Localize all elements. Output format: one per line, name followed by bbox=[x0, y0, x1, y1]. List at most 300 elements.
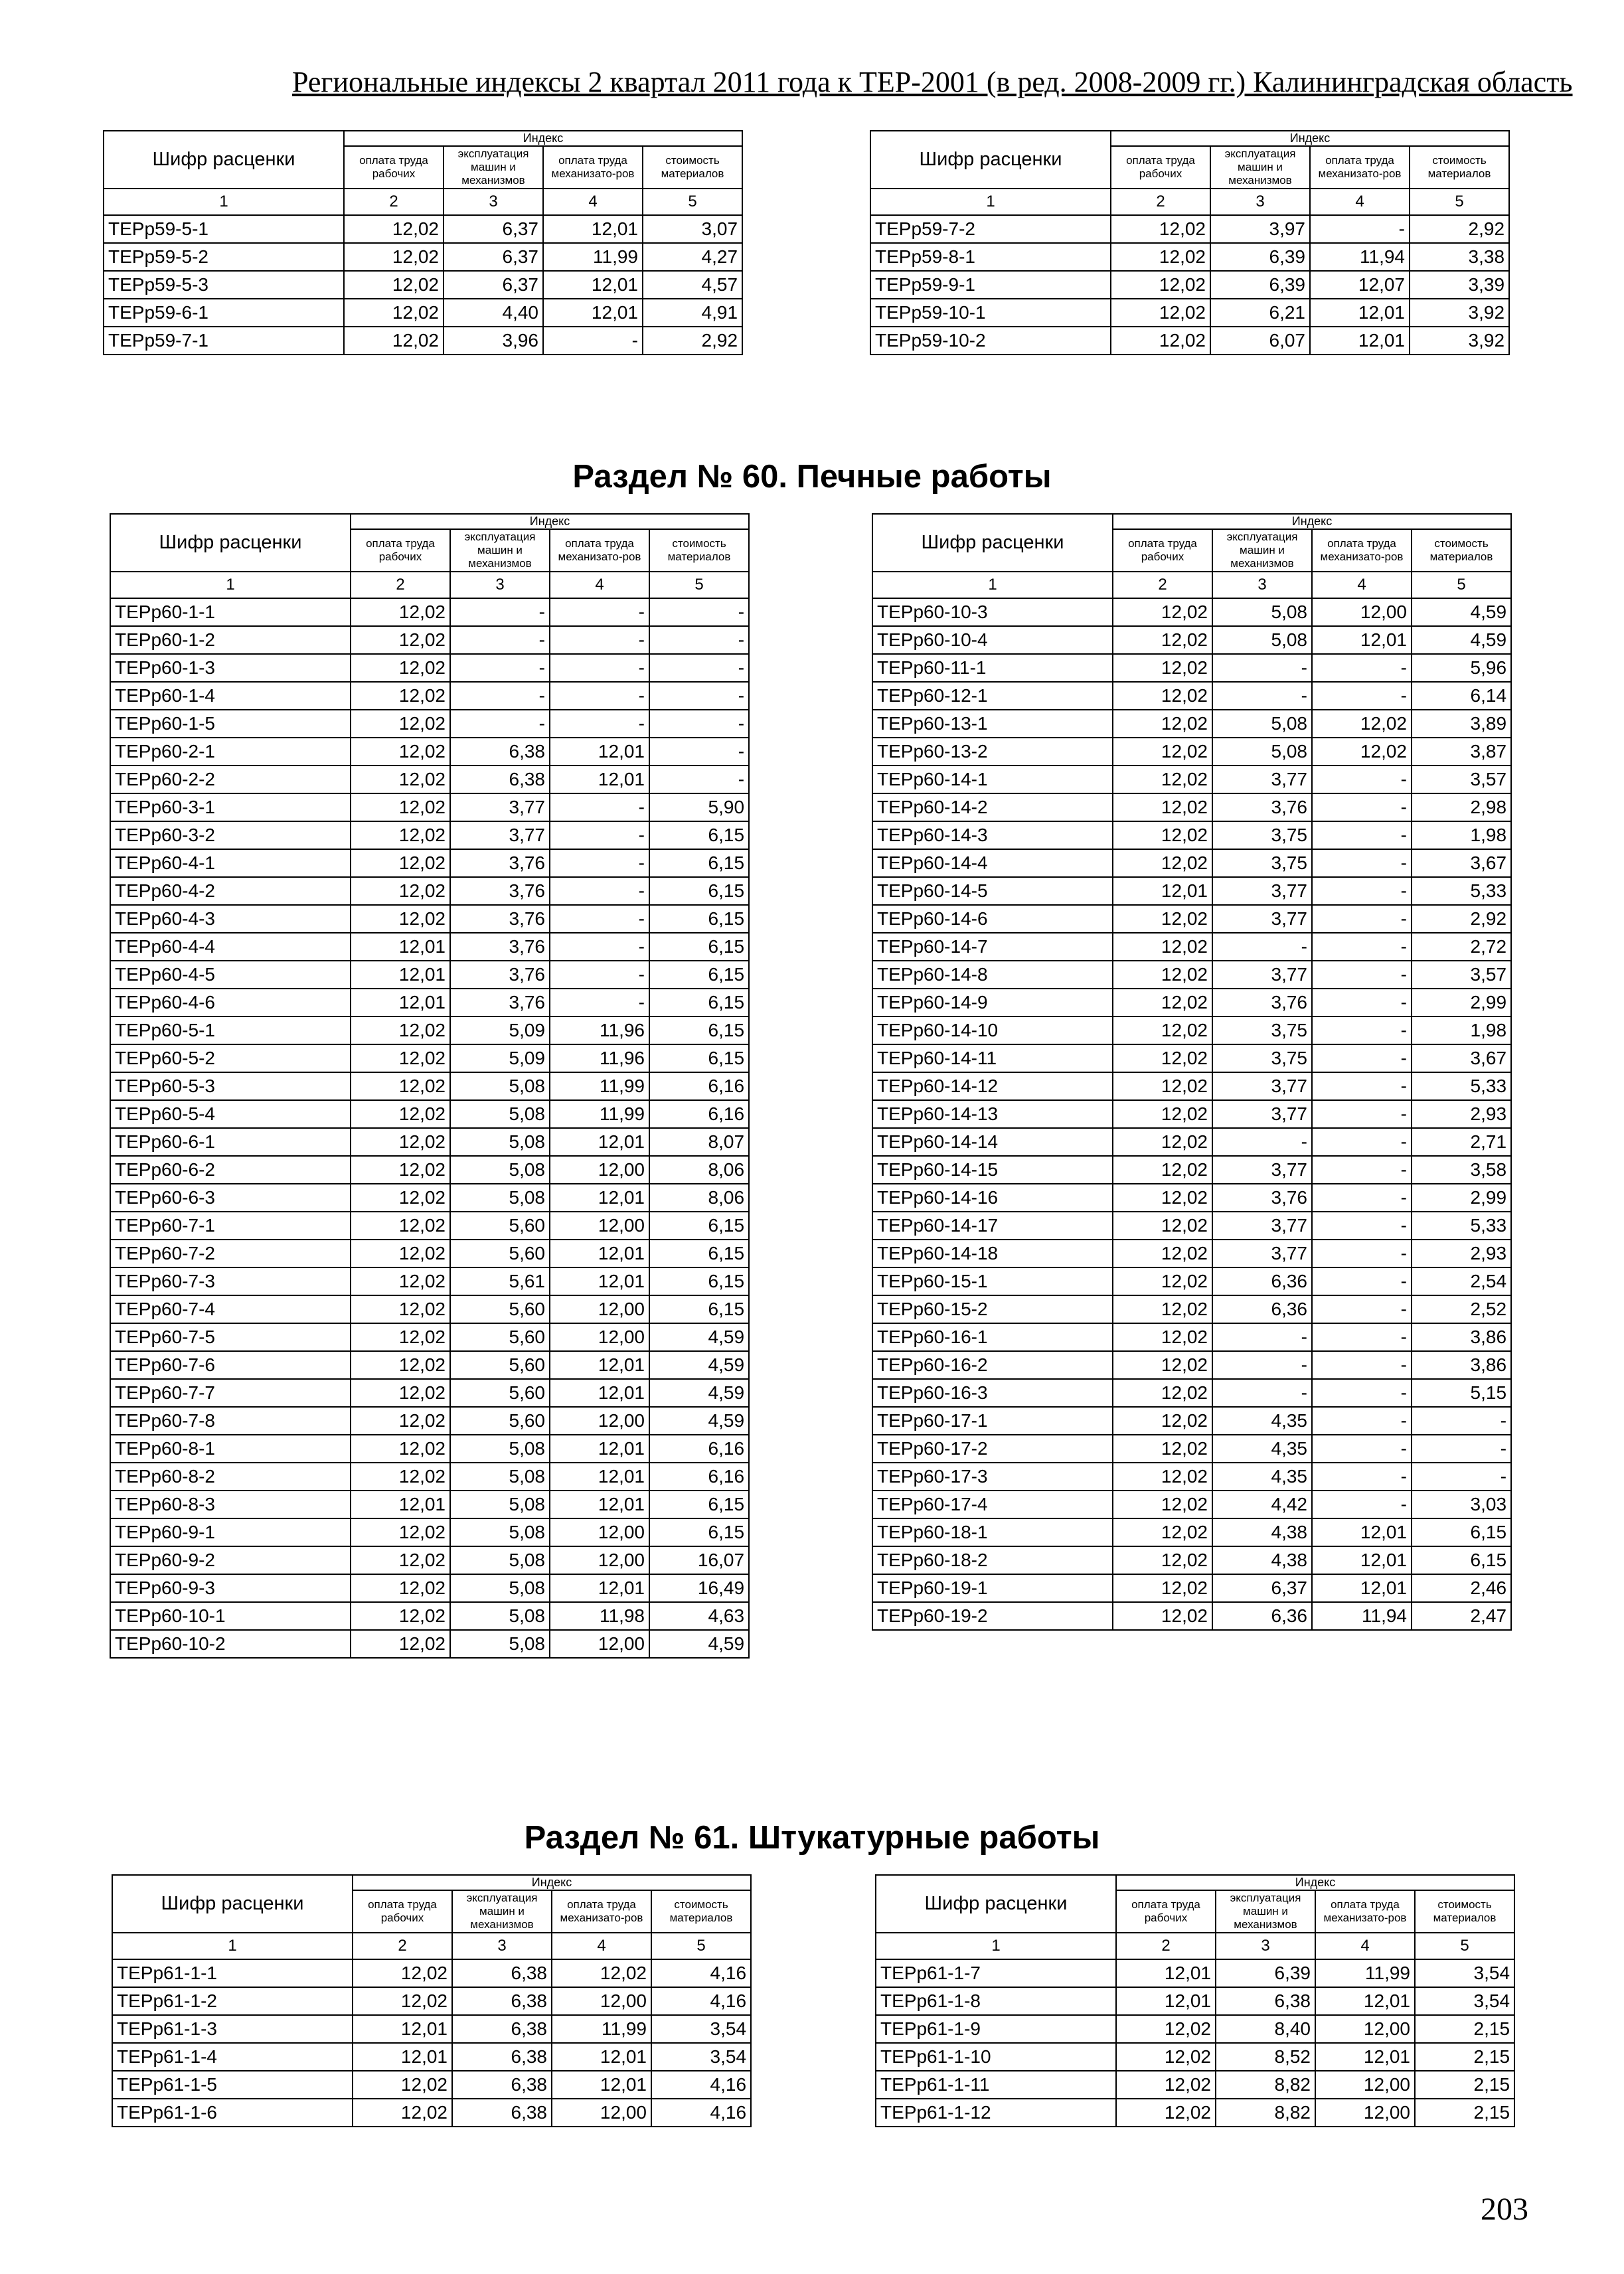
index-value-cell: 5,61 bbox=[450, 1267, 550, 1295]
index-value-cell: 4,63 bbox=[649, 1602, 749, 1630]
index-value-cell: 6,36 bbox=[1212, 1295, 1312, 1323]
table-row bbox=[872, 1323, 1511, 1351]
col-number: 5 bbox=[649, 572, 749, 598]
index-value-cell: 5,08 bbox=[450, 1128, 550, 1156]
index-value-cell: 12,02 bbox=[351, 1295, 450, 1323]
index-value-cell: - bbox=[1312, 849, 1412, 877]
table-row bbox=[110, 738, 749, 766]
col-number: 4 bbox=[1315, 1933, 1415, 1959]
table-row bbox=[110, 710, 749, 738]
index-value-cell: 12,02 bbox=[1113, 1546, 1212, 1574]
index-value-cell: 4,57 bbox=[643, 271, 742, 299]
index-value-cell: 5,15 bbox=[1412, 1379, 1511, 1407]
table-row bbox=[872, 1602, 1511, 1630]
index-value-cell: 3,77 bbox=[1212, 1240, 1312, 1267]
index-value-cell: 2,15 bbox=[1415, 2043, 1514, 2071]
col-number: 3 bbox=[1216, 1933, 1315, 1959]
index-value-cell: 2,72 bbox=[1412, 933, 1511, 961]
rate-code-cell: ТЕРр60-5-3 bbox=[110, 1072, 351, 1100]
rate-code-cell: ТЕРр59-6-1 bbox=[104, 299, 344, 327]
index-value-cell: 12,01 bbox=[1310, 299, 1410, 327]
index-value-cell: 5,60 bbox=[450, 1295, 550, 1323]
index-value-cell: 12,02 bbox=[351, 1546, 450, 1574]
col-header-c4: оплата труда механизато-ров bbox=[550, 529, 649, 572]
table-row bbox=[872, 598, 1511, 626]
col-number: 1 bbox=[110, 572, 351, 598]
rate-code-cell: ТЕРр60-1-1 bbox=[110, 598, 351, 626]
index-value-cell: 6,37 bbox=[444, 215, 543, 243]
index-value-cell: - bbox=[1312, 877, 1412, 905]
table-row bbox=[872, 961, 1511, 989]
index-value-cell: 12,02 bbox=[1113, 1267, 1212, 1295]
table-row bbox=[876, 2099, 1514, 2127]
table-row bbox=[872, 1044, 1511, 1072]
table-row bbox=[110, 1574, 749, 1602]
table-row bbox=[872, 626, 1511, 654]
index-value-cell: 5,60 bbox=[450, 1379, 550, 1407]
col-header-shifr: Шифр расценки bbox=[870, 131, 1111, 189]
index-value-cell: 3,57 bbox=[1412, 766, 1511, 793]
index-value-cell: 5,60 bbox=[450, 1407, 550, 1435]
index-value-cell: - bbox=[1312, 1100, 1412, 1128]
index-value-cell: 12,02 bbox=[1116, 2015, 1216, 2043]
index-value-cell: 6,38 bbox=[452, 1987, 552, 2015]
rates-table-61-right bbox=[875, 1874, 1515, 2127]
index-value-cell: 12,02 bbox=[1111, 215, 1210, 243]
index-value-cell: 12,02 bbox=[344, 243, 444, 271]
index-value-cell: - bbox=[1312, 1128, 1412, 1156]
index-value-cell: 12,02 bbox=[353, 2071, 452, 2099]
index-value-cell: 5,08 bbox=[450, 1435, 550, 1463]
rate-code-cell: ТЕРр60-1-2 bbox=[110, 626, 351, 654]
col-number: 4 bbox=[550, 572, 649, 598]
index-value-cell: 12,02 bbox=[351, 1044, 450, 1072]
rate-code-cell: ТЕРр60-14-11 bbox=[872, 1044, 1113, 1072]
index-value-cell: 5,08 bbox=[450, 1463, 550, 1491]
table-row bbox=[112, 2099, 751, 2127]
rate-code-cell: ТЕРр61-1-9 bbox=[876, 2015, 1116, 2043]
table-row bbox=[872, 849, 1511, 877]
rate-code-cell: ТЕРр59-9-1 bbox=[870, 271, 1111, 299]
index-value-cell: 6,07 bbox=[1210, 327, 1310, 355]
index-value-cell: - bbox=[1312, 1491, 1412, 1518]
col-number: 2 bbox=[353, 1933, 452, 1959]
index-value-cell: 4,35 bbox=[1212, 1435, 1312, 1463]
index-value-cell: 3,07 bbox=[643, 215, 742, 243]
index-value-cell: 12,02 bbox=[1113, 1295, 1212, 1323]
index-value-cell: 2,92 bbox=[1410, 215, 1509, 243]
rate-code-cell: ТЕРр60-9-1 bbox=[110, 1518, 351, 1546]
col-header-c2: оплата труда рабочих bbox=[353, 1890, 452, 1933]
index-value-cell: 12,02 bbox=[1113, 961, 1212, 989]
index-value-cell: 6,15 bbox=[1412, 1546, 1511, 1574]
index-value-cell: 5,60 bbox=[450, 1240, 550, 1267]
index-value-cell: 5,33 bbox=[1412, 877, 1511, 905]
index-value-cell: - bbox=[550, 626, 649, 654]
index-value-cell: 12,02 bbox=[1113, 793, 1212, 821]
index-value-cell: - bbox=[1312, 1016, 1412, 1044]
col-header-index: Индекс bbox=[1113, 514, 1511, 529]
index-value-cell: 6,38 bbox=[450, 738, 550, 766]
index-value-cell: 12,02 bbox=[1113, 849, 1212, 877]
index-value-cell: 6,14 bbox=[1412, 682, 1511, 710]
rate-code-cell: ТЕРр60-14-1 bbox=[872, 766, 1113, 793]
index-value-cell: 12,02 bbox=[351, 877, 450, 905]
index-value-cell: 6,15 bbox=[649, 1491, 749, 1518]
index-value-cell: - bbox=[450, 598, 550, 626]
table-row bbox=[870, 299, 1509, 327]
index-value-cell: 6,15 bbox=[649, 877, 749, 905]
index-value-cell: - bbox=[1312, 682, 1412, 710]
col-header-shifr: Шифр расценки bbox=[112, 1875, 353, 1933]
index-value-cell: 12,02 bbox=[1113, 1463, 1212, 1491]
table-row bbox=[112, 1987, 751, 2015]
index-value-cell: 12,02 bbox=[351, 1184, 450, 1212]
index-value-cell: 2,99 bbox=[1412, 989, 1511, 1016]
rate-code-cell: ТЕРр61-1-6 bbox=[112, 2099, 353, 2127]
index-value-cell: - bbox=[1312, 1323, 1412, 1351]
table-row bbox=[872, 1407, 1511, 1435]
table-row bbox=[872, 1128, 1511, 1156]
index-value-cell: 2,99 bbox=[1412, 1184, 1511, 1212]
index-value-cell: - bbox=[1212, 1128, 1312, 1156]
col-number: 2 bbox=[1113, 572, 1212, 598]
col-number: 1 bbox=[870, 189, 1111, 215]
index-value-cell: 2,93 bbox=[1412, 1240, 1511, 1267]
rate-code-cell: ТЕРр60-10-4 bbox=[872, 626, 1113, 654]
rate-code-cell: ТЕРр60-4-4 bbox=[110, 933, 351, 961]
rate-code-cell: ТЕРр60-16-1 bbox=[872, 1323, 1113, 1351]
index-value-cell: 12,02 bbox=[351, 738, 450, 766]
table-row bbox=[872, 877, 1511, 905]
index-value-cell: 12,01 bbox=[550, 1184, 649, 1212]
index-value-cell: - bbox=[543, 327, 643, 355]
col-header-index: Индекс bbox=[1116, 1875, 1514, 1890]
col-number: 1 bbox=[112, 1933, 353, 1959]
index-value-cell: - bbox=[1212, 682, 1312, 710]
index-value-cell: 2,92 bbox=[643, 327, 742, 355]
col-number: 5 bbox=[643, 189, 742, 215]
index-value-cell: 16,49 bbox=[649, 1574, 749, 1602]
index-value-cell: 6,37 bbox=[444, 271, 543, 299]
rate-code-cell: ТЕРр60-6-3 bbox=[110, 1184, 351, 1212]
table-row bbox=[110, 1407, 749, 1435]
index-value-cell: 3,76 bbox=[450, 849, 550, 877]
index-value-cell: - bbox=[550, 654, 649, 682]
index-value-cell: 12,00 bbox=[550, 1212, 649, 1240]
index-value-cell: 6,15 bbox=[649, 849, 749, 877]
table-row bbox=[104, 271, 742, 299]
index-value-cell: 5,08 bbox=[450, 1072, 550, 1100]
index-value-cell: - bbox=[550, 598, 649, 626]
index-value-cell: 5,08 bbox=[450, 1630, 550, 1658]
index-value-cell: 12,02 bbox=[351, 1463, 450, 1491]
index-value-cell: 3,77 bbox=[1212, 766, 1312, 793]
col-header-c3: эксплуатация машин и механизмов bbox=[1216, 1890, 1315, 1933]
index-value-cell: 12,02 bbox=[351, 1574, 450, 1602]
index-value-cell: 12,02 bbox=[1113, 1351, 1212, 1379]
rate-code-cell: ТЕРр61-1-4 bbox=[112, 2043, 353, 2071]
index-value-cell: - bbox=[1312, 766, 1412, 793]
rate-code-cell: ТЕРр60-17-4 bbox=[872, 1491, 1113, 1518]
index-value-cell: 12,02 bbox=[353, 2099, 452, 2127]
index-value-cell: 12,07 bbox=[1310, 271, 1410, 299]
rate-code-cell: ТЕРр60-4-1 bbox=[110, 849, 351, 877]
table-row bbox=[110, 1379, 749, 1407]
index-value-cell: 12,02 bbox=[344, 215, 444, 243]
index-value-cell: 6,38 bbox=[452, 2071, 552, 2099]
index-value-cell: 12,02 bbox=[351, 654, 450, 682]
index-value-cell: 12,01 bbox=[550, 1379, 649, 1407]
index-value-cell: 6,39 bbox=[1210, 271, 1310, 299]
index-value-cell: 4,59 bbox=[649, 1323, 749, 1351]
index-value-cell: 12,02 bbox=[1116, 2099, 1216, 2127]
col-header-c5: стоимость материалов bbox=[1410, 146, 1509, 189]
table-row bbox=[110, 1016, 749, 1044]
table-row bbox=[112, 1959, 751, 1987]
index-value-cell: 3,92 bbox=[1410, 299, 1509, 327]
col-number: 3 bbox=[444, 189, 543, 215]
index-value-cell: 5,60 bbox=[450, 1212, 550, 1240]
rate-code-cell: ТЕРр60-6-1 bbox=[110, 1128, 351, 1156]
index-value-cell: 6,15 bbox=[649, 1267, 749, 1295]
rate-code-cell: ТЕРр60-1-3 bbox=[110, 654, 351, 682]
index-value-cell: 6,16 bbox=[649, 1463, 749, 1491]
index-value-cell: 12,02 bbox=[351, 1323, 450, 1351]
index-value-cell: 4,38 bbox=[1212, 1546, 1312, 1574]
index-value-cell: 3,77 bbox=[1212, 1100, 1312, 1128]
index-value-cell: - bbox=[550, 905, 649, 933]
page-header: Региональные индексы 2 квартал 2011 года к ТЕР-2001 (в ред. 2008-2009 гг.) Калининградская область bbox=[292, 66, 1573, 98]
index-value-cell: - bbox=[550, 989, 649, 1016]
rate-code-cell: ТЕРр59-10-2 bbox=[870, 327, 1111, 355]
index-value-cell: 3,76 bbox=[1212, 989, 1312, 1016]
index-value-cell: - bbox=[450, 654, 550, 682]
rate-code-cell: ТЕРр60-13-1 bbox=[872, 710, 1113, 738]
index-value-cell: 12,02 bbox=[1113, 710, 1212, 738]
table-row bbox=[872, 1156, 1511, 1184]
index-value-cell: 12,02 bbox=[1111, 299, 1210, 327]
index-value-cell: 12,00 bbox=[1315, 2099, 1415, 2127]
table-row bbox=[110, 682, 749, 710]
table-row bbox=[110, 1184, 749, 1212]
rate-code-cell: ТЕРр60-2-1 bbox=[110, 738, 351, 766]
rate-code-cell: ТЕРр60-14-15 bbox=[872, 1156, 1113, 1184]
table-row bbox=[870, 243, 1509, 271]
index-value-cell: 12,02 bbox=[1113, 1156, 1212, 1184]
index-value-cell: 3,77 bbox=[1212, 1072, 1312, 1100]
index-value-cell: 12,02 bbox=[351, 1072, 450, 1100]
index-value-cell: - bbox=[649, 738, 749, 766]
index-value-cell: 2,54 bbox=[1412, 1267, 1511, 1295]
rate-code-cell: ТЕРр60-17-1 bbox=[872, 1407, 1113, 1435]
table-row bbox=[872, 821, 1511, 849]
index-value-cell: 2,52 bbox=[1412, 1295, 1511, 1323]
table-row bbox=[872, 1491, 1511, 1518]
index-value-cell: 12,01 bbox=[552, 2071, 651, 2099]
index-value-cell: 3,76 bbox=[450, 877, 550, 905]
col-header-c5: стоимость материалов bbox=[651, 1890, 751, 1933]
col-header-c2: оплата труда рабочих bbox=[1116, 1890, 1216, 1933]
index-value-cell: 12,02 bbox=[1113, 1072, 1212, 1100]
index-value-cell: 5,33 bbox=[1412, 1212, 1511, 1240]
index-value-cell: 12,02 bbox=[351, 821, 450, 849]
index-value-cell: 5,08 bbox=[1212, 598, 1312, 626]
rate-code-cell: ТЕРр60-8-1 bbox=[110, 1435, 351, 1463]
index-value-cell: 2,93 bbox=[1412, 1100, 1511, 1128]
index-value-cell: 11,99 bbox=[1315, 1959, 1415, 1987]
table-row bbox=[870, 327, 1509, 355]
index-value-cell: 12,00 bbox=[550, 1546, 649, 1574]
index-value-cell: - bbox=[1212, 1351, 1312, 1379]
index-value-cell: 5,08 bbox=[450, 1546, 550, 1574]
index-value-cell: 12,01 bbox=[1113, 877, 1212, 905]
table-row bbox=[872, 1435, 1511, 1463]
rate-code-cell: ТЕРр60-10-3 bbox=[872, 598, 1113, 626]
index-value-cell: 5,08 bbox=[1212, 710, 1312, 738]
rate-code-cell: ТЕРр60-12-1 bbox=[872, 682, 1113, 710]
rate-code-cell: ТЕРр60-13-2 bbox=[872, 738, 1113, 766]
table-row bbox=[110, 654, 749, 682]
index-value-cell: 3,03 bbox=[1412, 1491, 1511, 1518]
rate-code-cell: ТЕРр60-14-17 bbox=[872, 1212, 1113, 1240]
index-value-cell: 8,82 bbox=[1216, 2071, 1315, 2099]
index-value-cell: - bbox=[1312, 1212, 1412, 1240]
rate-code-cell: ТЕРр60-4-3 bbox=[110, 905, 351, 933]
col-header-c2: оплата труда рабочих bbox=[351, 529, 450, 572]
index-value-cell: - bbox=[649, 598, 749, 626]
table-row bbox=[872, 905, 1511, 933]
index-value-cell: 3,76 bbox=[1212, 1184, 1312, 1212]
index-value-cell: 6,15 bbox=[649, 989, 749, 1016]
table-row bbox=[876, 2043, 1514, 2071]
index-value-cell: 12,01 bbox=[1116, 1987, 1216, 2015]
rate-code-cell: ТЕРр60-6-2 bbox=[110, 1156, 351, 1184]
index-value-cell: 6,15 bbox=[649, 1044, 749, 1072]
index-value-cell: 12,02 bbox=[351, 766, 450, 793]
index-value-cell: 3,75 bbox=[1212, 1016, 1312, 1044]
rate-code-cell: ТЕРр60-14-16 bbox=[872, 1184, 1113, 1212]
index-value-cell: 12,01 bbox=[552, 2043, 651, 2071]
col-number: 2 bbox=[1111, 189, 1210, 215]
table-row bbox=[872, 654, 1511, 682]
table-row bbox=[110, 1491, 749, 1518]
index-value-cell: 12,02 bbox=[351, 682, 450, 710]
table-row bbox=[110, 1602, 749, 1630]
index-value-cell: - bbox=[649, 682, 749, 710]
index-value-cell: 3,77 bbox=[450, 793, 550, 821]
rate-code-cell: ТЕРр60-18-2 bbox=[872, 1546, 1113, 1574]
index-value-cell: 3,57 bbox=[1412, 961, 1511, 989]
col-header-c2: оплата труда рабочих bbox=[344, 146, 444, 189]
index-value-cell: 12,02 bbox=[351, 1212, 450, 1240]
index-value-cell: - bbox=[550, 682, 649, 710]
index-value-cell: 12,01 bbox=[351, 989, 450, 1016]
index-value-cell: - bbox=[649, 626, 749, 654]
index-value-cell: 12,02 bbox=[1113, 1491, 1212, 1518]
rates-table-60-right bbox=[872, 513, 1512, 1631]
table-row bbox=[110, 1267, 749, 1295]
index-value-cell: 11,99 bbox=[543, 243, 643, 271]
rate-code-cell: ТЕРр60-14-18 bbox=[872, 1240, 1113, 1267]
index-value-cell: 12,02 bbox=[1113, 1044, 1212, 1072]
index-value-cell: 4,40 bbox=[444, 299, 543, 327]
rate-code-cell: ТЕРр61-1-11 bbox=[876, 2071, 1116, 2099]
table-row bbox=[112, 2071, 751, 2099]
index-value-cell: 12,02 bbox=[1113, 738, 1212, 766]
index-value-cell: - bbox=[550, 933, 649, 961]
index-value-cell: - bbox=[1312, 961, 1412, 989]
index-value-cell: 12,02 bbox=[351, 1100, 450, 1128]
index-value-cell: 5,08 bbox=[450, 1491, 550, 1518]
index-value-cell: 12,02 bbox=[351, 849, 450, 877]
index-value-cell: 6,37 bbox=[1212, 1574, 1312, 1602]
index-value-cell: 3,67 bbox=[1412, 1044, 1511, 1072]
index-value-cell: 8,82 bbox=[1216, 2099, 1315, 2127]
index-value-cell: 12,02 bbox=[1113, 1184, 1212, 1212]
table-row bbox=[112, 2043, 751, 2071]
rates-table-59-right bbox=[870, 130, 1510, 355]
index-value-cell: 1,98 bbox=[1412, 821, 1511, 849]
rate-code-cell: ТЕРр60-14-8 bbox=[872, 961, 1113, 989]
index-value-cell: 12,01 bbox=[1312, 626, 1412, 654]
index-value-cell: 12,01 bbox=[550, 1463, 649, 1491]
index-value-cell: 3,76 bbox=[450, 989, 550, 1016]
col-number: 3 bbox=[450, 572, 550, 598]
index-value-cell: - bbox=[1412, 1435, 1511, 1463]
col-header-index: Индекс bbox=[344, 131, 742, 146]
index-value-cell: 2,46 bbox=[1412, 1574, 1511, 1602]
index-value-cell: 12,02 bbox=[351, 1267, 450, 1295]
col-header-shifr: Шифр расценки bbox=[876, 1875, 1116, 1933]
rate-code-cell: ТЕРр60-4-6 bbox=[110, 989, 351, 1016]
table-row bbox=[110, 626, 749, 654]
index-value-cell: 3,54 bbox=[1415, 1987, 1514, 2015]
table-row bbox=[872, 1016, 1511, 1044]
index-value-cell: 12,01 bbox=[550, 1351, 649, 1379]
index-value-cell: 8,52 bbox=[1216, 2043, 1315, 2071]
index-value-cell: 12,01 bbox=[1312, 1546, 1412, 1574]
table-row bbox=[876, 1959, 1514, 1987]
index-value-cell: 12,01 bbox=[351, 961, 450, 989]
index-value-cell: - bbox=[450, 626, 550, 654]
index-value-cell: - bbox=[649, 654, 749, 682]
col-number: 5 bbox=[1415, 1933, 1514, 1959]
index-value-cell: 2,15 bbox=[1415, 2071, 1514, 2099]
table-row bbox=[870, 215, 1509, 243]
index-value-cell: 12,02 bbox=[1113, 1518, 1212, 1546]
col-header-c3: эксплуатация машин и механизмов bbox=[1210, 146, 1310, 189]
index-value-cell: 12,01 bbox=[550, 1128, 649, 1156]
index-value-cell: 3,75 bbox=[1212, 821, 1312, 849]
index-value-cell: 12,01 bbox=[550, 1491, 649, 1518]
index-value-cell: 12,01 bbox=[550, 1240, 649, 1267]
index-value-cell: 4,59 bbox=[1412, 598, 1511, 626]
col-number: 1 bbox=[876, 1933, 1116, 1959]
table-row bbox=[872, 1351, 1511, 1379]
index-value-cell: 6,37 bbox=[444, 243, 543, 271]
rate-code-cell: ТЕРр60-8-2 bbox=[110, 1463, 351, 1491]
rate-code-cell: ТЕРр60-14-6 bbox=[872, 905, 1113, 933]
index-value-cell: 12,02 bbox=[351, 1128, 450, 1156]
rate-code-cell: ТЕРр61-1-5 bbox=[112, 2071, 353, 2099]
index-value-cell: 6,16 bbox=[649, 1072, 749, 1100]
index-value-cell: 12,00 bbox=[550, 1323, 649, 1351]
rate-code-cell: ТЕРр61-1-12 bbox=[876, 2099, 1116, 2127]
rate-code-cell: ТЕРр60-19-1 bbox=[872, 1574, 1113, 1602]
col-number: 4 bbox=[1312, 572, 1412, 598]
col-header-c5: стоимость материалов bbox=[1415, 1890, 1514, 1933]
